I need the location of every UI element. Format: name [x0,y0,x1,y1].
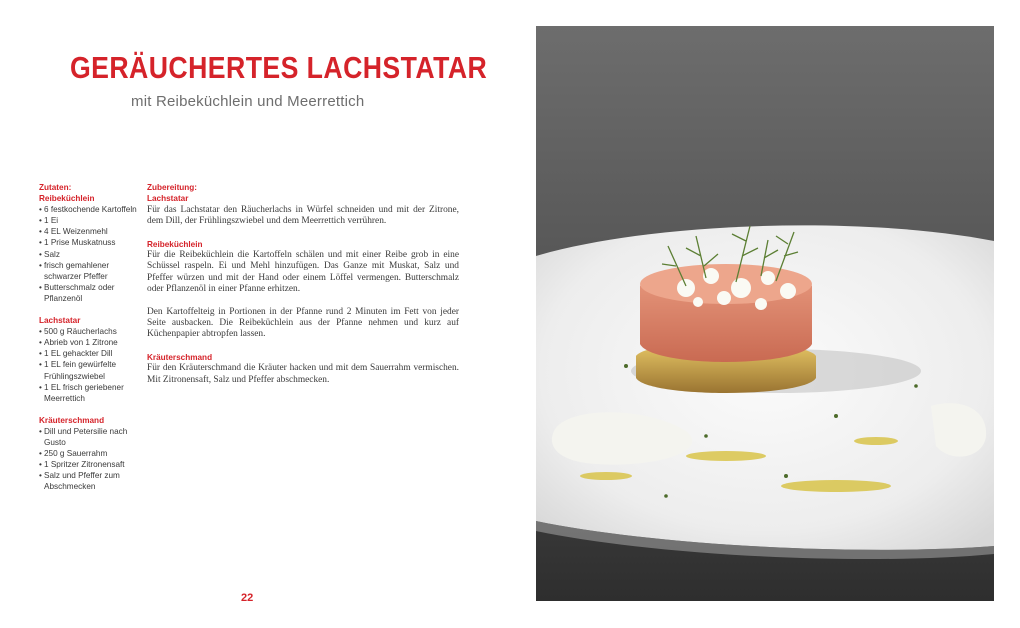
ingredient-item: • 4 EL Weizenmehl [39,226,139,237]
ingredients-list [39,426,139,493]
page-number: 22 [241,592,254,604]
ingredients-list [39,204,139,304]
ingredient-item: • Salz [39,249,139,260]
preparation-paragraph: Für das Lachstatar den Räucherlachs in Würfel schneiden und mit der Zitrone, dem Dill, der Frühlingszwiebel und dem Meerrettich verrühren. [147,204,459,227]
ingredient-item: • Butterschmalz oder Pflanzenöl [39,282,139,304]
ingredients-column [39,182,139,492]
ingredient-item: • 1 EL gehackter Dill [39,348,139,359]
ingredients-heading: Zutaten: [39,183,72,192]
ingredients-section-title: Kräuterschmand [39,415,105,425]
preparation-section-title: Reibeküchlein [147,239,203,249]
preparation-heading: Zubereitung: [147,183,198,192]
recipe-subtitle: mit Reibeküchlein und Meerrettich [131,93,365,110]
ingredient-item: • frisch gemahlener schwarzer Pfeffer [39,260,139,282]
ingredient-item: • 6 festkochende Kartoffeln [39,204,139,215]
ingredient-item: • 1 EL fein gewürfelte Frühlingszwiebel [39,359,139,381]
preparation-paragraph: Für den Kräuterschmand die Kräuter hacken und mit dem Sauerrahm vermischen. Mit Zitronensaft, Salz und Pfeffer abschmecken. [147,363,459,385]
ingredients-list [39,326,139,404]
ingredient-item: • 500 g Räucherlachs [39,326,139,337]
ingredient-item: • 1 EL frisch geriebener Meerrettich [39,382,139,404]
ingredient-item: • Salz und Pfeffer zum Abschmecken [39,470,139,492]
preparation-paragraph: Für die Reibeküchlein die Kartoffeln schälen und mit einer Reibe grob in eine Schüssel raspeln. Ei und Mehl hinzufügen. Das Ganze mit Muskat, Salz und Pfeffer würzen und mit der Hand oder einem Löffel vermengen. Butterschmalz oder Pflanzenöl in einer Pfanne erhitzen. [147,250,459,295]
recipe-title: GERÄUCHERTES LACHSTATAR [70,50,488,85]
ingredient-item: • Abrieb von 1 Zitrone [39,337,139,348]
preparation-column [147,182,459,386]
ingredient-item: • 1 Spritzer Zitronensaft [39,459,139,470]
ingredient-item: • 1 Prise Muskatnuss [39,237,139,248]
ingredients-section-title: Reibeküchlein [39,194,95,204]
dish-photo [536,26,994,601]
preparation-section-title: Lachstatar [147,194,189,204]
preparation-section-title: Kräuterschmand [147,352,213,362]
preparation-paragraph: Den Kartoffelteig in Portionen in der Pfanne rund 2 Minuten im Fett von jeder Seite ausbacken. Die Reibeküchlein aus der Pfanne nehmen und kurz auf Küchenpapier abtropfen lassen. [147,306,459,340]
dish-illustration [536,26,994,601]
ingredients-section-title: Lachstatar [39,316,81,326]
ingredient-item: • Dill und Petersilie nach Gusto [39,426,139,448]
ingredient-item: • 1 Ei [39,215,139,226]
ingredient-item: • 250 g Sauerrahm [39,448,139,459]
